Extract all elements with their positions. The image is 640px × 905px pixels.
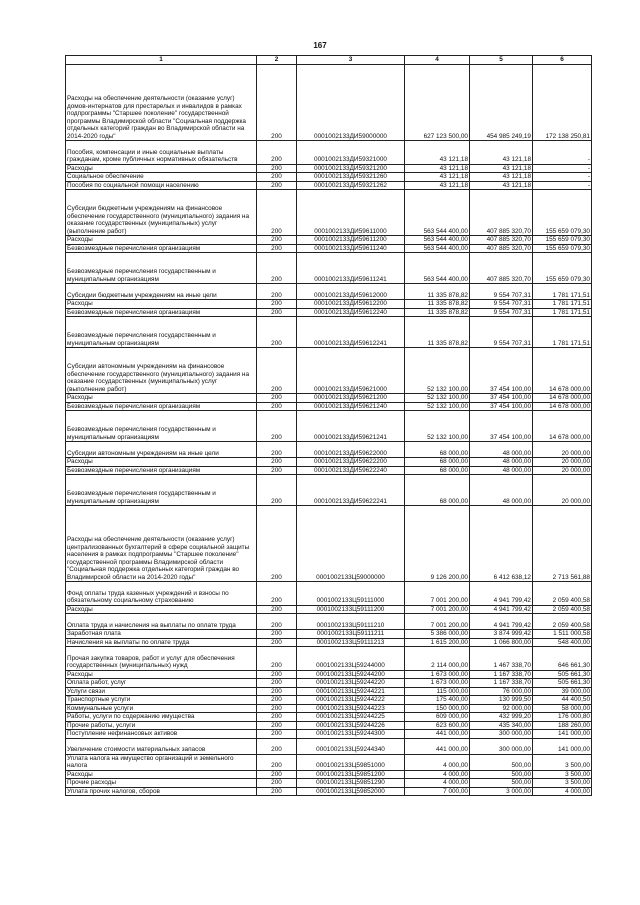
- cell-classification-code: 0001002133ДИ59611240: [297, 244, 405, 253]
- cell-classification-code: 0001002133ДИ59622241: [297, 475, 405, 506]
- cell-executed: 1 467 338,70: [470, 647, 533, 671]
- cell-unexecuted: 188 260,00: [533, 721, 592, 730]
- header-row: [66, 56, 592, 65]
- cell-approved: 1 673 000,00: [405, 670, 470, 679]
- table-row: [66, 442, 592, 458]
- cell-name: Безвозмездные перечисления организациям: [66, 466, 257, 475]
- cell-executed: 300 000,00: [470, 730, 533, 739]
- table-row: [66, 738, 592, 754]
- table-row: [66, 630, 592, 639]
- cell-name: Увеличение стоимости материальных запасов: [66, 738, 257, 754]
- cell-unexecuted: 3 500,00: [533, 754, 592, 770]
- cell-name: Безвозмездные перечисления государственным и муниципальным организациям: [66, 317, 257, 348]
- cell-unexecuted: 20 000,00: [533, 466, 592, 475]
- cell-approved: 9 126 200,00: [405, 506, 470, 582]
- cell-classification-code: 0001002133ДИ59321000: [297, 141, 405, 165]
- table-row: [66, 348, 592, 394]
- cell-unexecuted: 2 713 561,88: [533, 506, 592, 582]
- cell-unexecuted: 1 511 000,58: [533, 630, 592, 639]
- table-row: [66, 475, 592, 506]
- cell-classification-code: 0001002133ДИ59611200: [297, 236, 405, 245]
- cell-unexecuted: 2 059 400,58: [533, 582, 592, 606]
- cell-name: Транспортные услуги: [66, 696, 257, 705]
- cell-name: Безвозмездные перечисления организациям: [66, 308, 257, 317]
- cell-line-code: 200: [257, 506, 297, 582]
- cell-approved: 43 121,18: [405, 181, 470, 190]
- table-row: [66, 506, 592, 582]
- cell-classification-code: 0001002133ДИ59612000: [297, 284, 405, 300]
- cell-name: Работы, услуги по содержанию имущества: [66, 713, 257, 722]
- cell-executed: 1 167 338,70: [470, 670, 533, 679]
- cell-executed: 6 412 638,12: [470, 506, 533, 582]
- cell-approved: 7 001 200,00: [405, 605, 470, 614]
- table-row: [66, 308, 592, 317]
- cell-unexecuted: 20 000,00: [533, 475, 592, 506]
- cell-line-code: 200: [257, 300, 297, 309]
- cell-executed: 37 454 100,00: [470, 394, 533, 403]
- cell-classification-code: 0001002133Ц59851290: [297, 779, 405, 788]
- cell-line-code: 200: [257, 308, 297, 317]
- cell-line-code: 200: [257, 670, 297, 679]
- cell-line-code: 200: [257, 181, 297, 190]
- cell-unexecuted: 14 678 000,00: [533, 394, 592, 403]
- table-header: [66, 56, 592, 65]
- cell-name: Услуги связи: [66, 687, 257, 696]
- cell-name: Уплата налога на имущество организаций и земельного налога: [66, 754, 257, 770]
- cell-name: Оплата труда и начисления на выплаты по оплате труда: [66, 614, 257, 630]
- table-row: [66, 253, 592, 284]
- table-row: [66, 638, 592, 647]
- table-row: [66, 605, 592, 614]
- cell-executed: 37 454 100,00: [470, 411, 533, 442]
- cell-classification-code: 0001002133ДИ59000000: [297, 65, 405, 141]
- table-row: [66, 687, 592, 696]
- cell-line-code: 200: [257, 173, 297, 182]
- table-row: [66, 730, 592, 739]
- cell-classification-code: 0001002133Ц59244223: [297, 704, 405, 713]
- table-row: [66, 394, 592, 403]
- cell-name: Расходы: [66, 300, 257, 309]
- cell-unexecuted: 44 400,50: [533, 696, 592, 705]
- column-header-executed: 5: [470, 56, 533, 65]
- cell-line-code: 200: [257, 738, 297, 754]
- cell-classification-code: 0001002133ДИ59321260: [297, 173, 405, 182]
- cell-line-code: 200: [257, 442, 297, 458]
- cell-executed: 37 454 100,00: [470, 348, 533, 394]
- table-row: [66, 284, 592, 300]
- table-row: [66, 647, 592, 671]
- table-row: [66, 300, 592, 309]
- cell-classification-code: 0001002133Ц59111200: [297, 605, 405, 614]
- cell-approved: 52 132 100,00: [405, 411, 470, 442]
- cell-approved: 115 000,00: [405, 687, 470, 696]
- cell-executed: 4 941 799,42: [470, 614, 533, 630]
- cell-unexecuted: 39 000,00: [533, 687, 592, 696]
- cell-name: Безвозмездные перечисления организациям: [66, 244, 257, 253]
- cell-classification-code: 0001002133ДИ59611000: [297, 190, 405, 236]
- cell-approved: 68 000,00: [405, 458, 470, 467]
- cell-name: Расходы: [66, 458, 257, 467]
- cell-approved: 441 000,00: [405, 730, 470, 739]
- cell-name: Прочие расходы: [66, 779, 257, 788]
- cell-line-code: 200: [257, 141, 297, 165]
- cell-name: Прочие работы, услуги: [66, 721, 257, 730]
- table-row: [66, 770, 592, 779]
- cell-line-code: 200: [257, 411, 297, 442]
- column-header-approved: 4: [405, 56, 470, 65]
- cell-classification-code: 0001002133ДИ59621000: [297, 348, 405, 394]
- cell-executed: 48 000,00: [470, 458, 533, 467]
- cell-approved: 52 132 100,00: [405, 348, 470, 394]
- cell-approved: 563 544 400,00: [405, 190, 470, 236]
- cell-unexecuted: 155 659 079,30: [533, 190, 592, 236]
- cell-approved: 68 000,00: [405, 475, 470, 506]
- cell-line-code: 200: [257, 770, 297, 779]
- table-row: [66, 402, 592, 411]
- table-row: [66, 679, 592, 688]
- cell-classification-code: 0001002133ДИ59622200: [297, 458, 405, 467]
- table-row: [66, 411, 592, 442]
- cell-approved: 4 000,00: [405, 770, 470, 779]
- cell-name: Субсидии автономным учреждениям на финансовое обеспечение государственного (муниципального) задания на оказание государственных (муниципальных) услуг (выполнение работ): [66, 348, 257, 394]
- cell-line-code: 200: [257, 630, 297, 639]
- cell-line-code: 200: [257, 687, 297, 696]
- cell-approved: 623 600,00: [405, 721, 470, 730]
- cell-line-code: 200: [257, 475, 297, 506]
- cell-unexecuted: 548 400,00: [533, 638, 592, 647]
- table-row: [66, 181, 592, 190]
- cell-approved: 7 001 200,00: [405, 582, 470, 606]
- cell-approved: 627 123 500,00: [405, 65, 470, 141]
- cell-classification-code: 0001002133Ц59244222: [297, 696, 405, 705]
- cell-executed: 3 874 999,42: [470, 630, 533, 639]
- cell-executed: 48 000,00: [470, 442, 533, 458]
- cell-executed: 454 985 249,19: [470, 65, 533, 141]
- cell-executed: 407 885 320,70: [470, 236, 533, 245]
- cell-unexecuted: 2 059 400,58: [533, 614, 592, 630]
- cell-unexecuted: 505 661,30: [533, 670, 592, 679]
- cell-approved: 563 544 400,00: [405, 253, 470, 284]
- cell-name: Безвозмездные перечисления государственным и муниципальным организациям: [66, 411, 257, 442]
- cell-classification-code: 0001002133Ц59244226: [297, 721, 405, 730]
- cell-executed: 130 999,50: [470, 696, 533, 705]
- cell-unexecuted: 14 678 000,00: [533, 411, 592, 442]
- cell-name: Коммунальные услуги: [66, 704, 257, 713]
- table-row: [66, 582, 592, 606]
- cell-line-code: 200: [257, 638, 297, 647]
- cell-unexecuted: -: [533, 181, 592, 190]
- cell-name: Расходы: [66, 670, 257, 679]
- cell-unexecuted: -: [533, 173, 592, 182]
- cell-classification-code: 0001002133Ц59852000: [297, 787, 405, 796]
- cell-line-code: 200: [257, 779, 297, 788]
- cell-approved: 441 000,00: [405, 738, 470, 754]
- column-header-name: 1: [66, 56, 257, 65]
- cell-classification-code: 0001002133Ц59111210: [297, 614, 405, 630]
- cell-classification-code: 0001002133ДИ59621200: [297, 394, 405, 403]
- cell-executed: 500,00: [470, 779, 533, 788]
- cell-executed: 432 999,20: [470, 713, 533, 722]
- cell-line-code: 200: [257, 696, 297, 705]
- table-row: [66, 696, 592, 705]
- table-row: [66, 721, 592, 730]
- cell-approved: 7 001 200,00: [405, 614, 470, 630]
- cell-executed: 407 885 320,70: [470, 190, 533, 236]
- cell-unexecuted: -: [533, 164, 592, 173]
- cell-approved: 563 544 400,00: [405, 244, 470, 253]
- table-row: [66, 164, 592, 173]
- cell-classification-code: 0001002133ДИ59321200: [297, 164, 405, 173]
- cell-executed: 43 121,18: [470, 164, 533, 173]
- cell-line-code: 200: [257, 458, 297, 467]
- cell-line-code: 200: [257, 317, 297, 348]
- cell-classification-code: 0001002133ДИ59622240: [297, 466, 405, 475]
- cell-classification-code: 0001002133ДИ59611241: [297, 253, 405, 284]
- cell-unexecuted: 141 000,00: [533, 730, 592, 739]
- cell-executed: 37 454 100,00: [470, 402, 533, 411]
- page-number: 167: [313, 41, 327, 50]
- table-row: [66, 317, 592, 348]
- cell-executed: 435 340,00: [470, 721, 533, 730]
- cell-executed: 500,00: [470, 770, 533, 779]
- cell-line-code: 200: [257, 605, 297, 614]
- cell-name: Безвозмездные перечисления государственным и муниципальным организациям: [66, 253, 257, 284]
- cell-unexecuted: 1 781 171,51: [533, 308, 592, 317]
- cell-executed: 48 000,00: [470, 475, 533, 506]
- cell-approved: 52 132 100,00: [405, 394, 470, 403]
- cell-name: Оплата работ, услуг: [66, 679, 257, 688]
- budget-table: [65, 55, 592, 796]
- table-row: [66, 141, 592, 165]
- cell-executed: 43 121,18: [470, 141, 533, 165]
- cell-approved: 4 000,00: [405, 779, 470, 788]
- cell-executed: 9 554 707,31: [470, 284, 533, 300]
- table-row: [66, 244, 592, 253]
- table-row: [66, 713, 592, 722]
- cell-approved: 7 000,00: [405, 787, 470, 796]
- cell-line-code: 200: [257, 721, 297, 730]
- cell-name: Субсидии бюджетным учреждениям на иные цели: [66, 284, 257, 300]
- cell-executed: 9 554 707,31: [470, 317, 533, 348]
- cell-unexecuted: 1 781 171,51: [533, 284, 592, 300]
- cell-name: Расходы: [66, 770, 257, 779]
- cell-executed: 407 885 320,70: [470, 244, 533, 253]
- cell-classification-code: 0001002133Ц59111213: [297, 638, 405, 647]
- cell-line-code: 200: [257, 713, 297, 722]
- cell-executed: 407 885 320,70: [470, 253, 533, 284]
- cell-unexecuted: 1 781 171,51: [533, 300, 592, 309]
- cell-unexecuted: 14 678 000,00: [533, 348, 592, 394]
- table-body: [66, 65, 592, 796]
- cell-executed: 92 000,00: [470, 704, 533, 713]
- cell-classification-code: 0001002133ДИ59622000: [297, 442, 405, 458]
- cell-line-code: 200: [257, 244, 297, 253]
- cell-unexecuted: 1 781 171,51: [533, 317, 592, 348]
- cell-classification-code: 0001002133Ц59244221: [297, 687, 405, 696]
- cell-unexecuted: 155 659 079,30: [533, 244, 592, 253]
- cell-classification-code: 0001002133Ц59244225: [297, 713, 405, 722]
- cell-approved: 2 114 000,00: [405, 647, 470, 671]
- cell-approved: 150 000,00: [405, 704, 470, 713]
- cell-executed: 4 941 799,42: [470, 605, 533, 614]
- cell-unexecuted: 141 000,00: [533, 738, 592, 754]
- table-row: [66, 670, 592, 679]
- cell-line-code: 200: [257, 164, 297, 173]
- cell-classification-code: 0001002133ДИ59612241: [297, 317, 405, 348]
- cell-name: Расходы на обеспечение деятельности (оказание услуг) домов-интернатов для престарелых и инвалидов в рамках подпрограммы "Старшее поколение" государственной программы Владимирской области "Социальная поддержка отдельных категорий граждан во Владимирской области на 2014-2020 годы": [66, 65, 257, 141]
- cell-line-code: 200: [257, 614, 297, 630]
- cell-line-code: 200: [257, 730, 297, 739]
- cell-approved: 1 673 000,00: [405, 679, 470, 688]
- cell-unexecuted: -: [533, 141, 592, 165]
- table-row: [66, 787, 592, 796]
- cell-unexecuted: 505 661,30: [533, 679, 592, 688]
- cell-unexecuted: 155 659 079,30: [533, 253, 592, 284]
- cell-executed: 9 554 707,31: [470, 308, 533, 317]
- cell-classification-code: 0001002133Ц59244300: [297, 730, 405, 739]
- cell-classification-code: 0001002133Ц59244340: [297, 738, 405, 754]
- cell-approved: 11 335 878,82: [405, 308, 470, 317]
- cell-executed: 500,00: [470, 754, 533, 770]
- cell-name: Расходы на обеспечение деятельности (оказание услуг) централизованных бухгалтерий в сфере социальной защиты населения в рамках подпрограммы "Старшее поколение" государственной программы Владимирской области "Социальная поддержка отдельных категорий граждан во Владимирской области на 2014-2020 годы": [66, 506, 257, 582]
- table-row: [66, 614, 592, 630]
- table-row: [66, 173, 592, 182]
- cell-unexecuted: 3 500,00: [533, 779, 592, 788]
- cell-unexecuted: 155 659 079,30: [533, 236, 592, 245]
- cell-executed: 43 121,18: [470, 181, 533, 190]
- cell-name: Расходы: [66, 236, 257, 245]
- cell-approved: 43 121,18: [405, 173, 470, 182]
- cell-approved: 68 000,00: [405, 442, 470, 458]
- cell-classification-code: 0001002133Ц59244200: [297, 670, 405, 679]
- cell-line-code: 200: [257, 348, 297, 394]
- cell-classification-code: 0001002133Ц59851000: [297, 754, 405, 770]
- cell-unexecuted: 20 000,00: [533, 442, 592, 458]
- cell-classification-code: 0001002133Ц59851200: [297, 770, 405, 779]
- cell-classification-code: 0001002133Ц59244000: [297, 647, 405, 671]
- table-row: [66, 190, 592, 236]
- cell-name: Заработная плата: [66, 630, 257, 639]
- cell-line-code: 200: [257, 754, 297, 770]
- cell-classification-code: 0001002133ДИ59321262: [297, 181, 405, 190]
- cell-approved: 609 000,00: [405, 713, 470, 722]
- cell-executed: 1 066 800,00: [470, 638, 533, 647]
- cell-line-code: 200: [257, 466, 297, 475]
- cell-name: Социальное обеспечение: [66, 173, 257, 182]
- cell-classification-code: 0001002133ДИ59612240: [297, 308, 405, 317]
- cell-approved: 1 615 200,00: [405, 638, 470, 647]
- cell-executed: 3 000,00: [470, 787, 533, 796]
- cell-line-code: 200: [257, 284, 297, 300]
- cell-name: Расходы: [66, 164, 257, 173]
- cell-classification-code: 0001002133ДИ59621240: [297, 402, 405, 411]
- table-row: [66, 754, 592, 770]
- cell-name: Поступление нефинансовых активов: [66, 730, 257, 739]
- cell-approved: 5 386 000,00: [405, 630, 470, 639]
- cell-unexecuted: 58 000,00: [533, 704, 592, 713]
- column-header-unexecuted: 6: [533, 56, 592, 65]
- cell-approved: 175 400,00: [405, 696, 470, 705]
- cell-approved: 52 132 100,00: [405, 402, 470, 411]
- cell-unexecuted: 646 661,30: [533, 647, 592, 671]
- cell-name: Безвозмездные перечисления организациям: [66, 402, 257, 411]
- cell-name: Начисления на выплаты по оплате труда: [66, 638, 257, 647]
- cell-classification-code: 0001002133Ц59111211: [297, 630, 405, 639]
- cell-name: Субсидии автономным учреждениям на иные цели: [66, 442, 257, 458]
- table-row: [66, 458, 592, 467]
- cell-line-code: 200: [257, 190, 297, 236]
- cell-name: Пособия по социальной помощи населению: [66, 181, 257, 190]
- cell-executed: 9 554 707,31: [470, 300, 533, 309]
- cell-name: Расходы: [66, 605, 257, 614]
- cell-name: Расходы: [66, 394, 257, 403]
- cell-name: Уплата прочих налогов, сборов: [66, 787, 257, 796]
- cell-line-code: 200: [257, 394, 297, 403]
- cell-line-code: 200: [257, 787, 297, 796]
- cell-unexecuted: 2 059 400,58: [533, 605, 592, 614]
- cell-classification-code: 0001002133Ц59000000: [297, 506, 405, 582]
- cell-executed: 76 000,00: [470, 687, 533, 696]
- cell-approved: 11 335 878,82: [405, 317, 470, 348]
- table-row: [66, 779, 592, 788]
- cell-approved: 43 121,18: [405, 141, 470, 165]
- cell-unexecuted: 176 000,80: [533, 713, 592, 722]
- cell-approved: 4 000,00: [405, 754, 470, 770]
- cell-line-code: 200: [257, 236, 297, 245]
- column-header-classification-code: 3: [297, 56, 405, 65]
- cell-line-code: 200: [257, 679, 297, 688]
- cell-unexecuted: 172 138 250,81: [533, 65, 592, 141]
- cell-name: Субсидии бюджетным учреждениям на финансовое обеспечение государственного (муниципального) задания на оказание государственных (муниципальных) услуг (выполнение работ): [66, 190, 257, 236]
- cell-executed: 48 000,00: [470, 466, 533, 475]
- cell-line-code: 200: [257, 402, 297, 411]
- cell-executed: 300 000,00: [470, 738, 533, 754]
- cell-name: Фонд оплаты труда казенных учреждений и взносы по обязательному социальному страхованию: [66, 582, 257, 606]
- table-row: [66, 65, 592, 141]
- cell-unexecuted: 3 500,00: [533, 770, 592, 779]
- table-row: [66, 466, 592, 475]
- cell-classification-code: 0001002133ДИ59621241: [297, 411, 405, 442]
- table-row: [66, 236, 592, 245]
- cell-approved: 563 544 400,00: [405, 236, 470, 245]
- column-header-line-code: 2: [257, 56, 297, 65]
- cell-name: Безвозмездные перечисления государственным и муниципальным организациям: [66, 475, 257, 506]
- cell-executed: 4 941 799,42: [470, 582, 533, 606]
- cell-line-code: 200: [257, 704, 297, 713]
- cell-executed: 1 167 338,70: [470, 679, 533, 688]
- cell-classification-code: 0001002133ДИ59612200: [297, 300, 405, 309]
- cell-unexecuted: 20 000,00: [533, 458, 592, 467]
- cell-approved: 11 335 878,82: [405, 284, 470, 300]
- cell-name: Пособия, компенсации и иные социальные выплаты гражданам, кроме публичных нормативных обязательств: [66, 141, 257, 165]
- cell-unexecuted: 4 000,00: [533, 787, 592, 796]
- cell-classification-code: 0001002133Ц59111000: [297, 582, 405, 606]
- cell-name: Прочая закупка товаров, работ и услуг для обеспечения государственных (муниципальных) нужд: [66, 647, 257, 671]
- cell-line-code: 200: [257, 65, 297, 141]
- cell-line-code: 200: [257, 582, 297, 606]
- cell-line-code: 200: [257, 647, 297, 671]
- cell-approved: 68 000,00: [405, 466, 470, 475]
- cell-approved: 43 121,18: [405, 164, 470, 173]
- cell-executed: 43 121,18: [470, 173, 533, 182]
- cell-approved: 11 335 878,82: [405, 300, 470, 309]
- cell-line-code: 200: [257, 253, 297, 284]
- cell-unexecuted: 14 678 000,00: [533, 402, 592, 411]
- table-row: [66, 704, 592, 713]
- cell-classification-code: 0001002133Ц59244220: [297, 679, 405, 688]
